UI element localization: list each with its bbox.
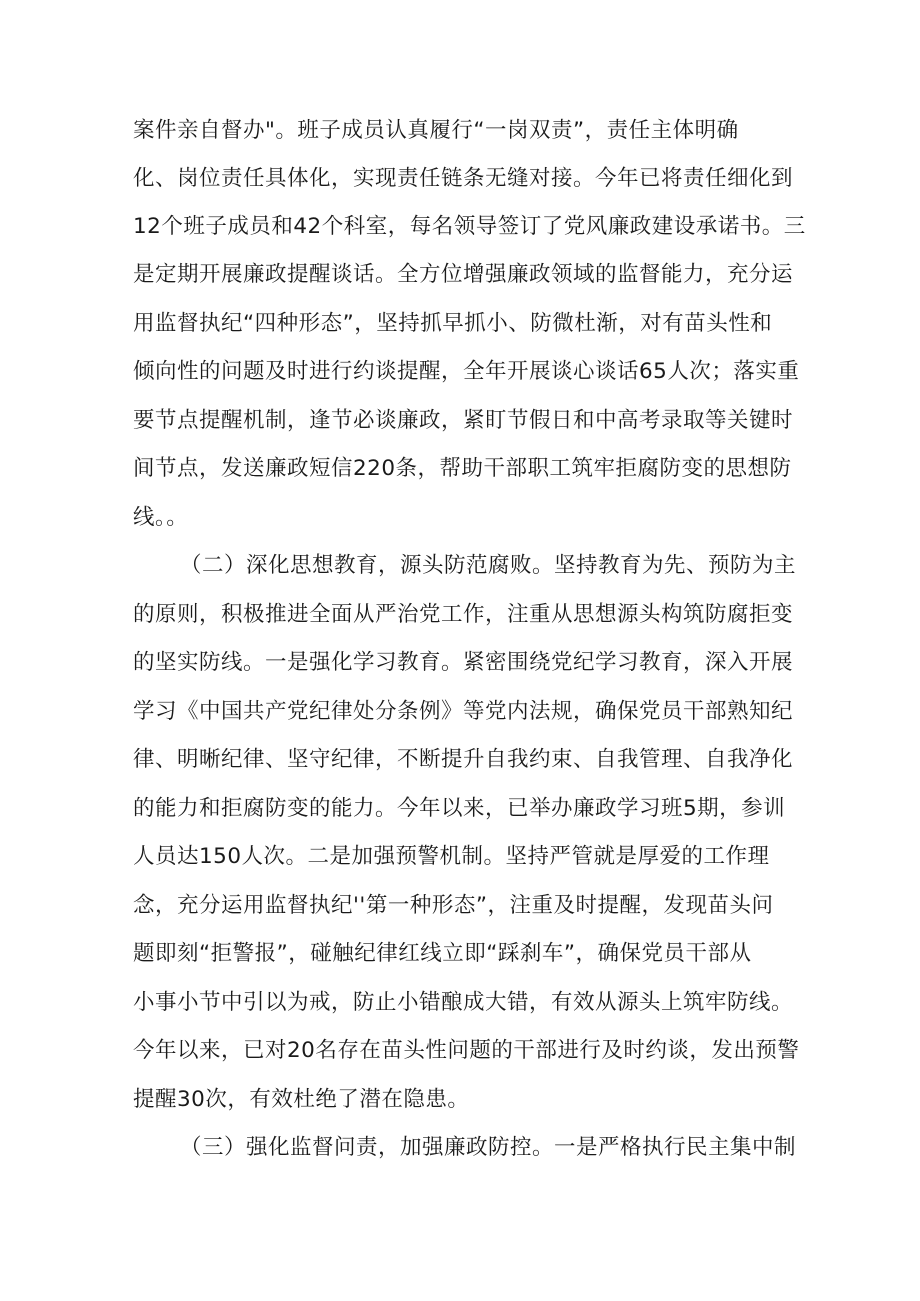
text-line: 化、岗位责任具体化，实现责任链条无缝对接。今年已将责任细化到 bbox=[133, 166, 794, 191]
text-line: 的能力和拒腐防变的能力。今年以来，已举办廉政学习班5期，参训 bbox=[133, 796, 786, 821]
text-line: 律、明晰纪律、坚守纪律，不断提升自我约束、自我管理、自我净化 bbox=[133, 747, 794, 772]
text-line: 线。。 bbox=[133, 505, 189, 530]
text-line: 今年以来，已对20名存在苗头性问题的干部进行及时约谈，发出预警 bbox=[133, 1038, 800, 1063]
text-line: 是定期开展廉政提醒谈话。全方位增强廉政领域的监督能力，充分运 bbox=[133, 262, 794, 287]
text-line: 念，充分运用监督执纪''第一种形态”，注重及时提醒，发现苗头问 bbox=[133, 893, 774, 918]
text-line: 间节点，发送廉政短信220条，帮助干部职工筑牢拒腐防变的思想防 bbox=[133, 456, 792, 481]
text-line: 倾向性的问题及时进行约谈提醒，全年开展谈心谈话65人次；落实重 bbox=[133, 359, 800, 384]
section-heading-line: （二）深化思想教育，源头防范腐败。坚持教育为先、预防为主 bbox=[180, 553, 797, 578]
text-line: 学习《中国共产党纪律处分条例》等党内法规，确保党员干部熟知纪 bbox=[133, 699, 794, 724]
text-line: 要节点提醒机制，逢节必谈廉政，紧盯节假日和中高考录取等关键时 bbox=[133, 408, 794, 433]
text-line: 人员达150人次。二是加强预警机制。坚持严管就是厚爱的工作理 bbox=[133, 844, 770, 869]
text-line: 用监督执纪“四种形态”，坚持抓早抓小、防微杜渐，对有苗头性和 bbox=[133, 311, 773, 336]
text-line: 小事小节中引以为戒，防止小错酿成大错，有效从源头上筑牢防线。 bbox=[133, 990, 794, 1015]
text-line: 的坚实防线。一是强化学习教育。紧密围绕党纪学习教育，深入开展 bbox=[133, 650, 794, 675]
text-line: 的原则，积极推进全面从严治党工作，注重从思想源头构筑防腐拒变 bbox=[133, 602, 794, 627]
text-line: 12个班子成员和42个科室，每名领导签订了党风廉政建设承诺书。三 bbox=[133, 214, 806, 239]
text-line: 提醒30次，有效杜绝了潜在隐患。 bbox=[133, 1087, 470, 1112]
section-heading-line: （三）强化监督问责，加强廉政防控。一是严格执行民主集中制 bbox=[180, 1135, 797, 1160]
text-line: 题即刻“拒警报”，碰触纪律红线立即“踩刹车”，确保党员干部从 bbox=[133, 941, 752, 966]
text-line: 案件亲自督办"。班子成员认真履行“一岗双责”，责任主体明确 bbox=[133, 118, 739, 143]
